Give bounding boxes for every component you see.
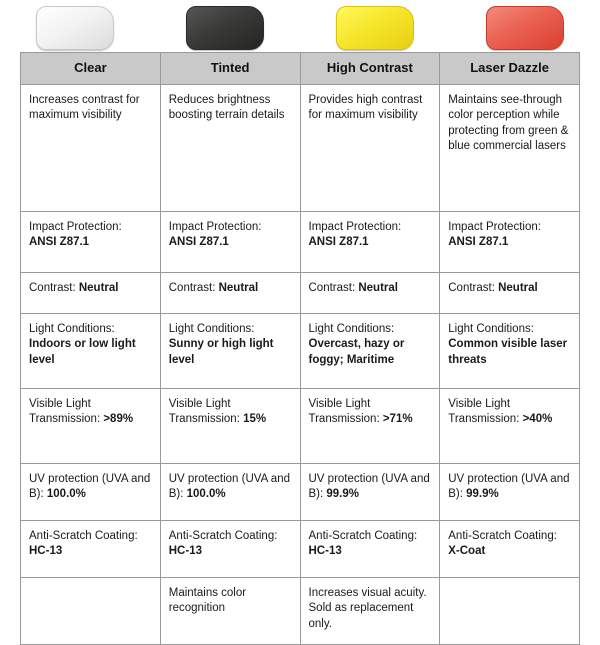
label: Anti-Scratch Coating:	[448, 529, 557, 542]
label: Anti-Scratch Coating:	[29, 529, 138, 542]
label: Visible Light Transmission:	[448, 397, 523, 426]
cell-light-conditions-clear	[21, 313, 161, 388]
value: >89%	[103, 413, 134, 426]
value: X-Coat	[448, 545, 486, 558]
value: ANSI Z87.1	[29, 236, 90, 249]
value: 99.9%	[326, 488, 359, 501]
label: Anti-Scratch Coating:	[308, 529, 418, 542]
label: Impact Protection:	[308, 220, 402, 233]
value: ANSI Z87.1	[168, 236, 229, 249]
column-header-tinted: Tinted	[160, 53, 300, 85]
lens-comparison-table	[20, 52, 580, 645]
cell-contrast-laser-dazzle	[440, 272, 580, 313]
cell-notes-tinted: Maintains color recognition	[160, 577, 300, 644]
value: Neutral	[78, 281, 119, 294]
cell-notes-laser-dazzle	[440, 577, 580, 644]
cell-light-conditions-high-contrast	[300, 313, 440, 388]
column-header-clear: Clear	[21, 53, 161, 85]
cell-impact-tinted	[160, 211, 300, 272]
value: Overcast, hazy or foggy; Maritime	[308, 338, 405, 366]
table-row	[21, 272, 580, 313]
column-header-laser-dazzle: Laser Dazzle	[440, 53, 580, 85]
cell-contrast-tinted	[160, 272, 300, 313]
swatch-cell-high-contrast	[300, 4, 450, 52]
value: HC-13	[168, 545, 202, 558]
value: 100.0%	[186, 488, 226, 501]
table-header-row	[21, 53, 580, 85]
value: HC-13	[308, 545, 342, 558]
cell-description-clear: Increases contrast for maximum visibility	[21, 84, 161, 211]
label: Impact Protection:	[168, 220, 262, 233]
value: HC-13	[29, 545, 63, 558]
cell-vlt-laser-dazzle	[440, 388, 580, 463]
cell-notes-high-contrast: Increases visual acuity. Sold as replacement only.	[300, 577, 440, 644]
label: Visible Light Transmission:	[168, 397, 244, 426]
table-row	[21, 520, 580, 577]
label: Anti-Scratch Coating:	[168, 529, 278, 542]
cell-description-high-contrast: Provides high contrast for maximum visibility	[300, 84, 440, 211]
cell-vlt-clear	[21, 388, 161, 463]
clear-lens-swatch	[36, 6, 114, 50]
value: Sunny or high light level	[168, 338, 274, 366]
cell-anti-scratch-high-contrast	[300, 520, 440, 577]
table-header	[21, 53, 580, 85]
value: 99.9%	[466, 488, 499, 501]
cell-contrast-high-contrast	[300, 272, 440, 313]
high-contrast-lens-swatch	[336, 6, 414, 50]
cell-uv-tinted	[160, 463, 300, 520]
value: Neutral	[358, 281, 398, 294]
cell-uv-laser-dazzle	[440, 463, 580, 520]
cell-vlt-high-contrast	[300, 388, 440, 463]
cell-contrast-clear	[21, 272, 161, 313]
label: UV protection (UVA and B):	[448, 472, 570, 501]
value: Indoors or low light level	[29, 338, 136, 366]
cell-description-laser-dazzle: Maintains see-through color perception while protecting from green & blue commercial lasers	[440, 84, 580, 211]
label: Visible Light Transmission:	[308, 397, 383, 426]
value: ANSI Z87.1	[448, 236, 509, 249]
table-row	[21, 211, 580, 272]
label: Light Conditions:	[308, 322, 395, 335]
cell-light-conditions-tinted	[160, 313, 300, 388]
label: Visible Light Transmission:	[29, 397, 104, 426]
cell-uv-clear	[21, 463, 161, 520]
value: >71%	[382, 413, 413, 426]
value: Common visible laser threats	[448, 338, 568, 366]
cell-light-conditions-laser-dazzle	[440, 313, 580, 388]
label: UV protection (UVA and B):	[29, 472, 151, 501]
value: 15%	[243, 413, 267, 426]
table-row	[21, 577, 580, 644]
label: Contrast:	[448, 281, 499, 294]
label: UV protection (UVA and B):	[308, 472, 430, 501]
cell-anti-scratch-laser-dazzle	[440, 520, 580, 577]
cell-anti-scratch-clear	[21, 520, 161, 577]
cell-impact-clear	[21, 211, 161, 272]
lens-swatch-row	[0, 0, 600, 52]
table-row	[21, 463, 580, 520]
label: Impact Protection:	[29, 220, 122, 233]
value: >40%	[522, 413, 553, 426]
cell-uv-high-contrast	[300, 463, 440, 520]
cell-impact-high-contrast	[300, 211, 440, 272]
label: Contrast:	[29, 281, 79, 294]
label: UV protection (UVA and B):	[168, 472, 290, 501]
label: Light Conditions:	[168, 322, 255, 335]
value: ANSI Z87.1	[308, 236, 369, 249]
table-body	[21, 84, 580, 644]
label: Impact Protection:	[448, 220, 541, 233]
value: Neutral	[218, 281, 259, 294]
label: Light Conditions:	[448, 322, 534, 335]
value: Neutral	[498, 281, 538, 294]
swatch-cell-tinted	[150, 4, 300, 52]
cell-notes-clear	[21, 577, 161, 644]
cell-vlt-tinted	[160, 388, 300, 463]
label: Light Conditions:	[29, 322, 115, 335]
column-header-high-contrast: High Contrast	[300, 53, 440, 85]
table-row	[21, 313, 580, 388]
swatch-cell-clear	[0, 4, 150, 52]
tinted-lens-swatch	[186, 6, 264, 50]
table-row	[21, 388, 580, 463]
label: Contrast:	[308, 281, 359, 294]
swatch-cell-laser-dazzle	[450, 4, 600, 52]
label: Contrast:	[168, 281, 219, 294]
cell-description-tinted: Reduces brightness boosting terrain details	[160, 84, 300, 211]
cell-anti-scratch-tinted	[160, 520, 300, 577]
laser-dazzle-lens-swatch	[486, 6, 564, 50]
table-row	[21, 84, 580, 211]
value: 100.0%	[46, 488, 86, 501]
cell-impact-laser-dazzle	[440, 211, 580, 272]
